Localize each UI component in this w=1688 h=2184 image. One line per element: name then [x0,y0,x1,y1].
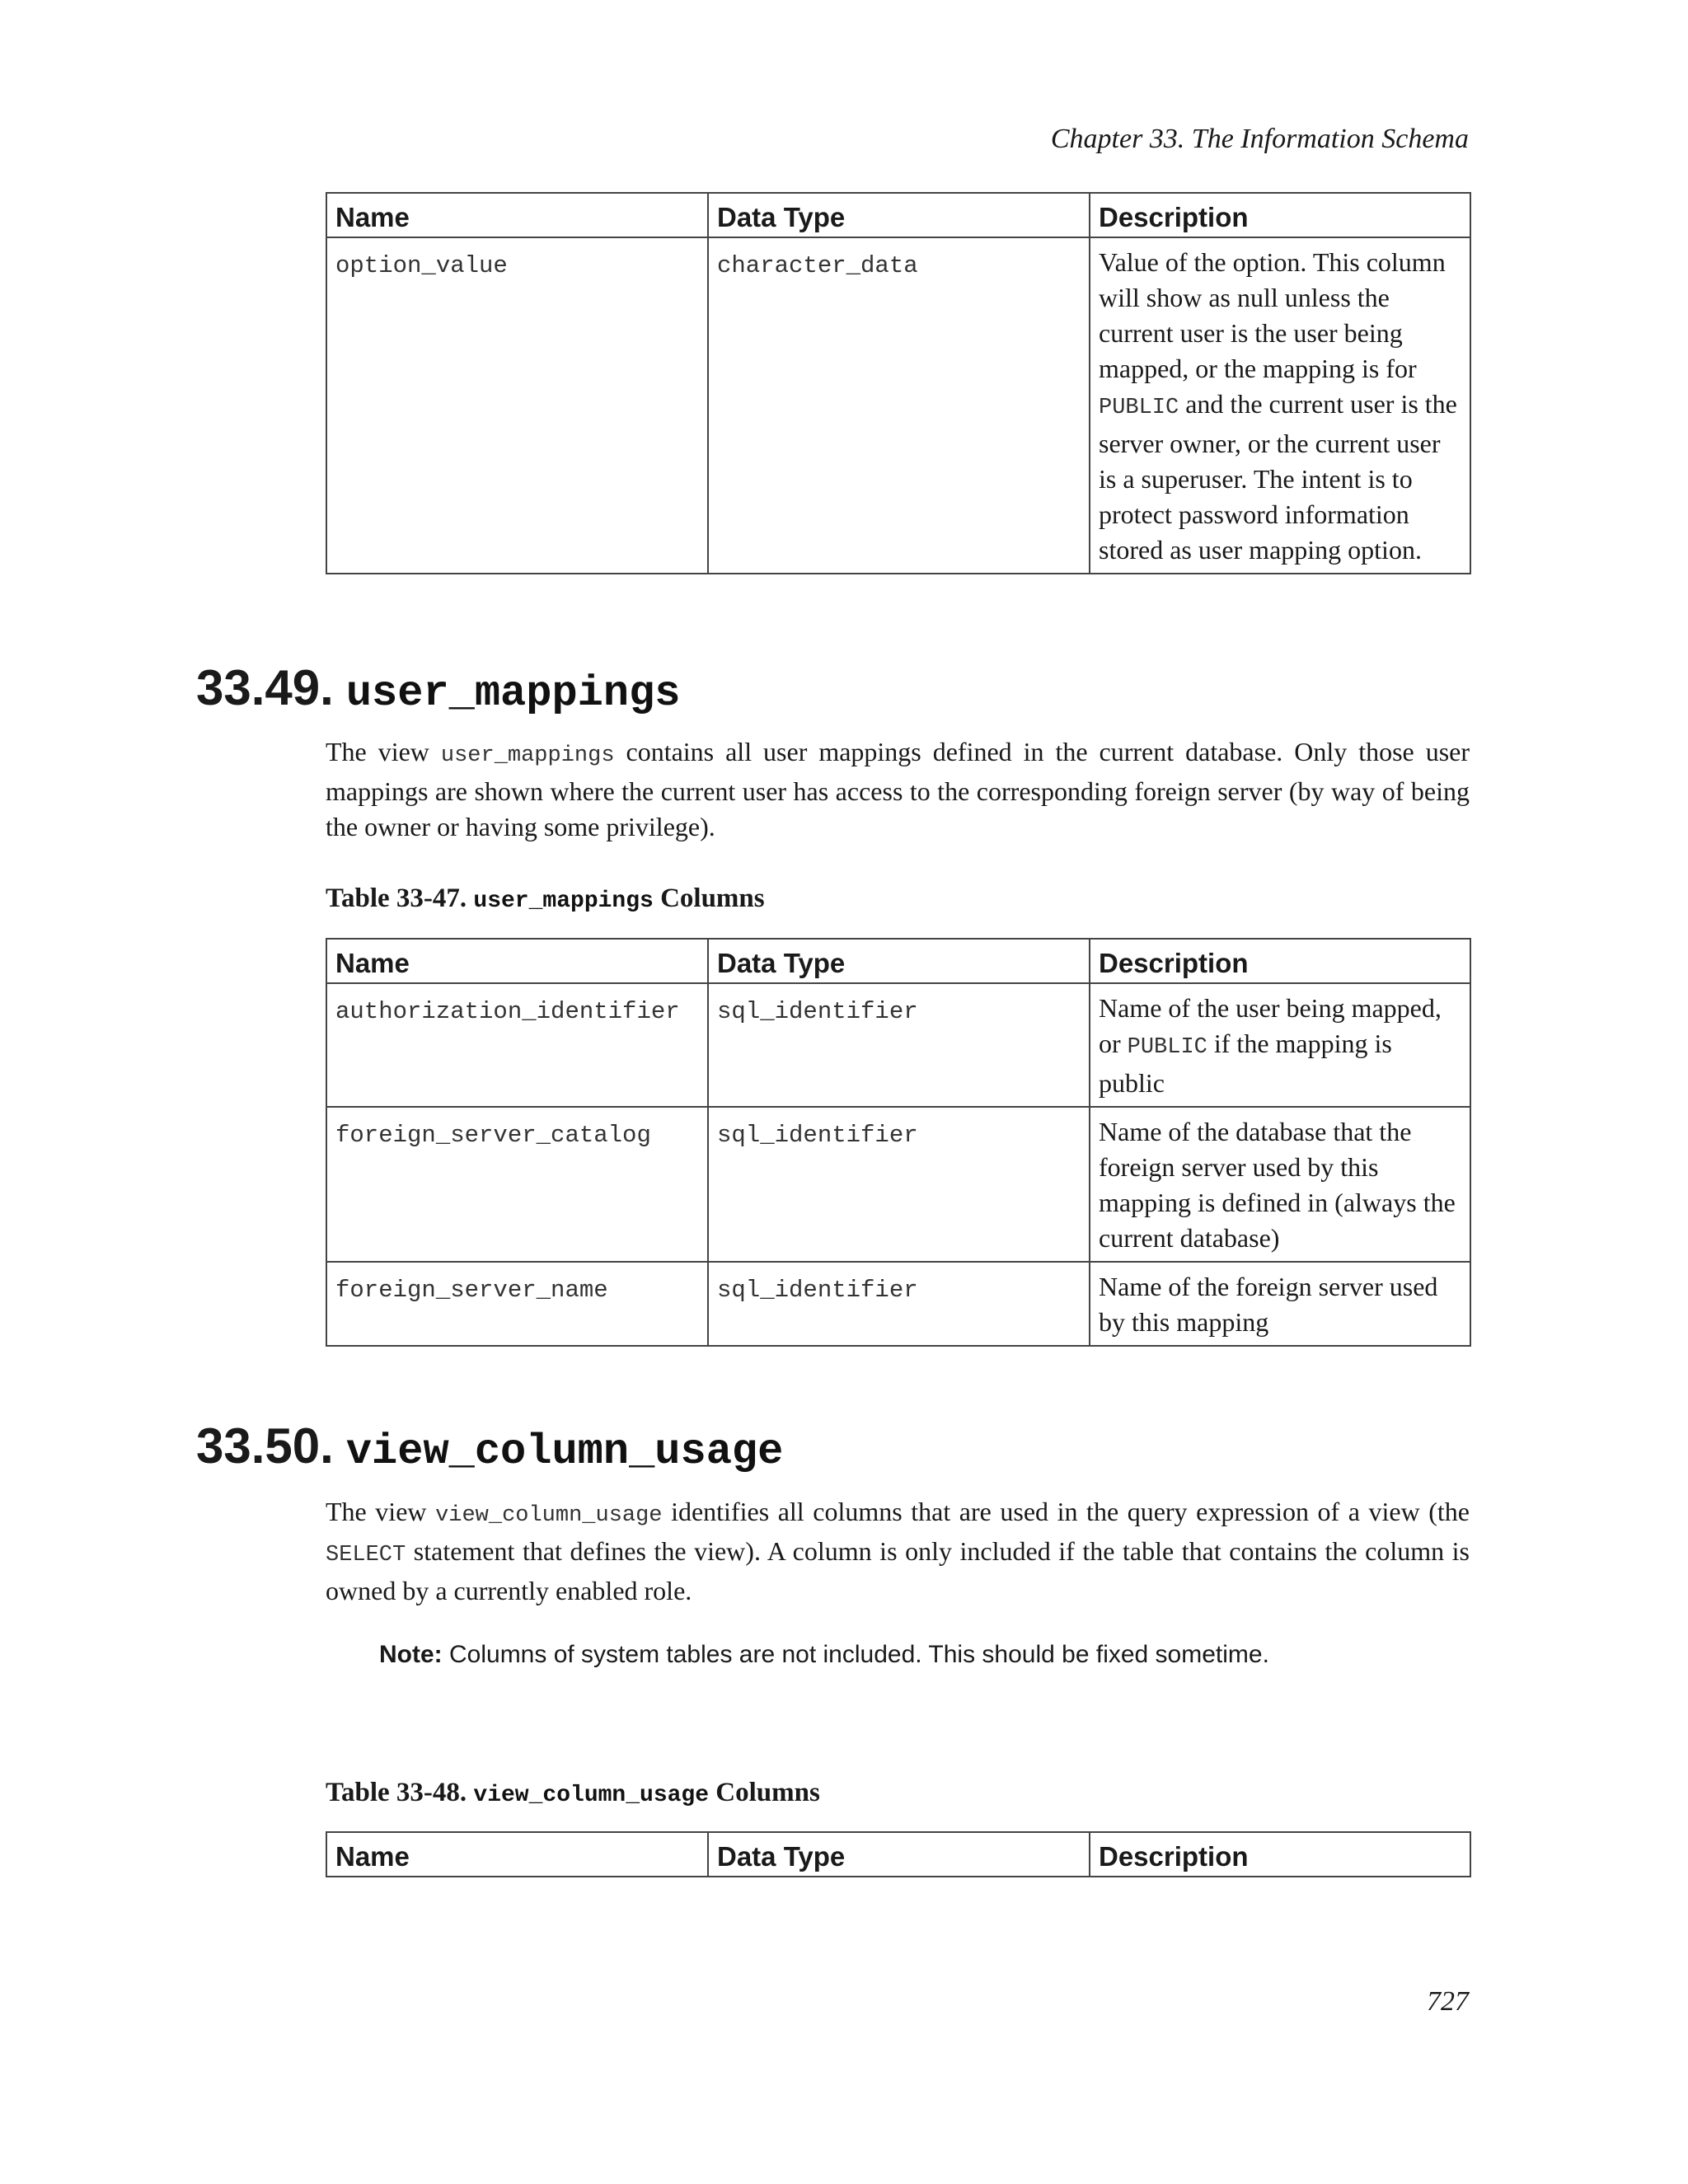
section-title-33-50 [196,1418,783,1481]
inline-code: PUBLIC [1099,396,1179,420]
col-header-desc: Description [1090,1832,1470,1877]
cell-type: character_data [708,237,1090,574]
note-label: Note: [379,1641,443,1668]
col-header-desc: Description [1090,939,1470,983]
table-prev-continued [326,192,1471,574]
cell-name: foreign_server_catalog [326,1107,708,1262]
cell-name: foreign_server_name [326,1262,708,1346]
running-header: Chapter 33. The Information Schema [1050,124,1469,154]
cell-type: sql_identifier [708,983,1090,1107]
inline-code: SELECT [326,1543,406,1568]
table-view-column-usage [326,1831,1471,1877]
section-title-33-49 [196,659,681,723]
section-number: 33.50. [196,1418,334,1474]
cell-name: option_value [326,237,708,574]
cell-desc: Value of the option. This column will show as null unless the current user is the user being mapped, or the mapping is for PUBLIC and the current user is the server owner, or the current user is a superuser. The intent is to protect password information stored as user mapping option. [1090,237,1470,574]
cell-desc: Name of the user being mapped, or PUBLIC if the mapping is public [1090,983,1470,1107]
table-row [326,1262,1470,1346]
section-name: user_mappings [345,669,681,718]
col-header-type: Data Type [708,193,1090,237]
table-caption-33-47: Table 33-47. user_mappings Columns [326,883,765,914]
cell-name: authorization_identifier [326,983,708,1107]
page-number: 727 [1427,1986,1469,2017]
inline-code: PUBLIC [1127,1035,1207,1060]
note [379,1638,1451,1671]
inline-code: view_column_usage [435,1503,663,1528]
section-49-paragraph: The view user_mappings contains all user mappings defined in the current database. Only those user mappings are shown where the current user has access to the corresponding foreign server (by way of being the owner or having some privilege). [326,737,1470,841]
col-header-name: Name [326,939,708,983]
cell-type: sql_identifier [708,1262,1090,1346]
cell-type: sql_identifier [708,1107,1090,1262]
cell-desc: Name of the database that the foreign server used by this mapping is defined in (always the current database) [1090,1107,1470,1262]
table-header-row [326,1832,1470,1877]
note-text: Columns of system tables are not included. This should be fixed sometime. [442,1641,1269,1668]
col-header-name: Name [326,1832,708,1877]
col-header-type: Data Type [708,939,1090,983]
table-row [326,237,1470,574]
table-caption-33-48: Table 33-48. view_column_usage Columns [326,1778,820,1808]
inline-code: user_mappings [440,743,615,768]
table-header-row [326,939,1470,983]
section-number: 33.49. [196,660,334,715]
table-row [326,983,1470,1107]
table-user-mappings [326,938,1471,1347]
table-row [326,1107,1470,1262]
section-name: view_column_usage [345,1427,784,1476]
cell-desc: Name of the foreign server used by this mapping [1090,1262,1470,1346]
col-header-desc: Description [1090,193,1470,237]
table-header-row [326,193,1470,237]
col-header-type: Data Type [708,1832,1090,1877]
col-header-name: Name [326,193,708,237]
section-50-paragraph: The view view_column_usage identifies all columns that are used in the query expression of a view (the SELECT statement that defines the view). A column is only included if the table that contains the column is owned by a currently enabled role. [326,1497,1470,1605]
